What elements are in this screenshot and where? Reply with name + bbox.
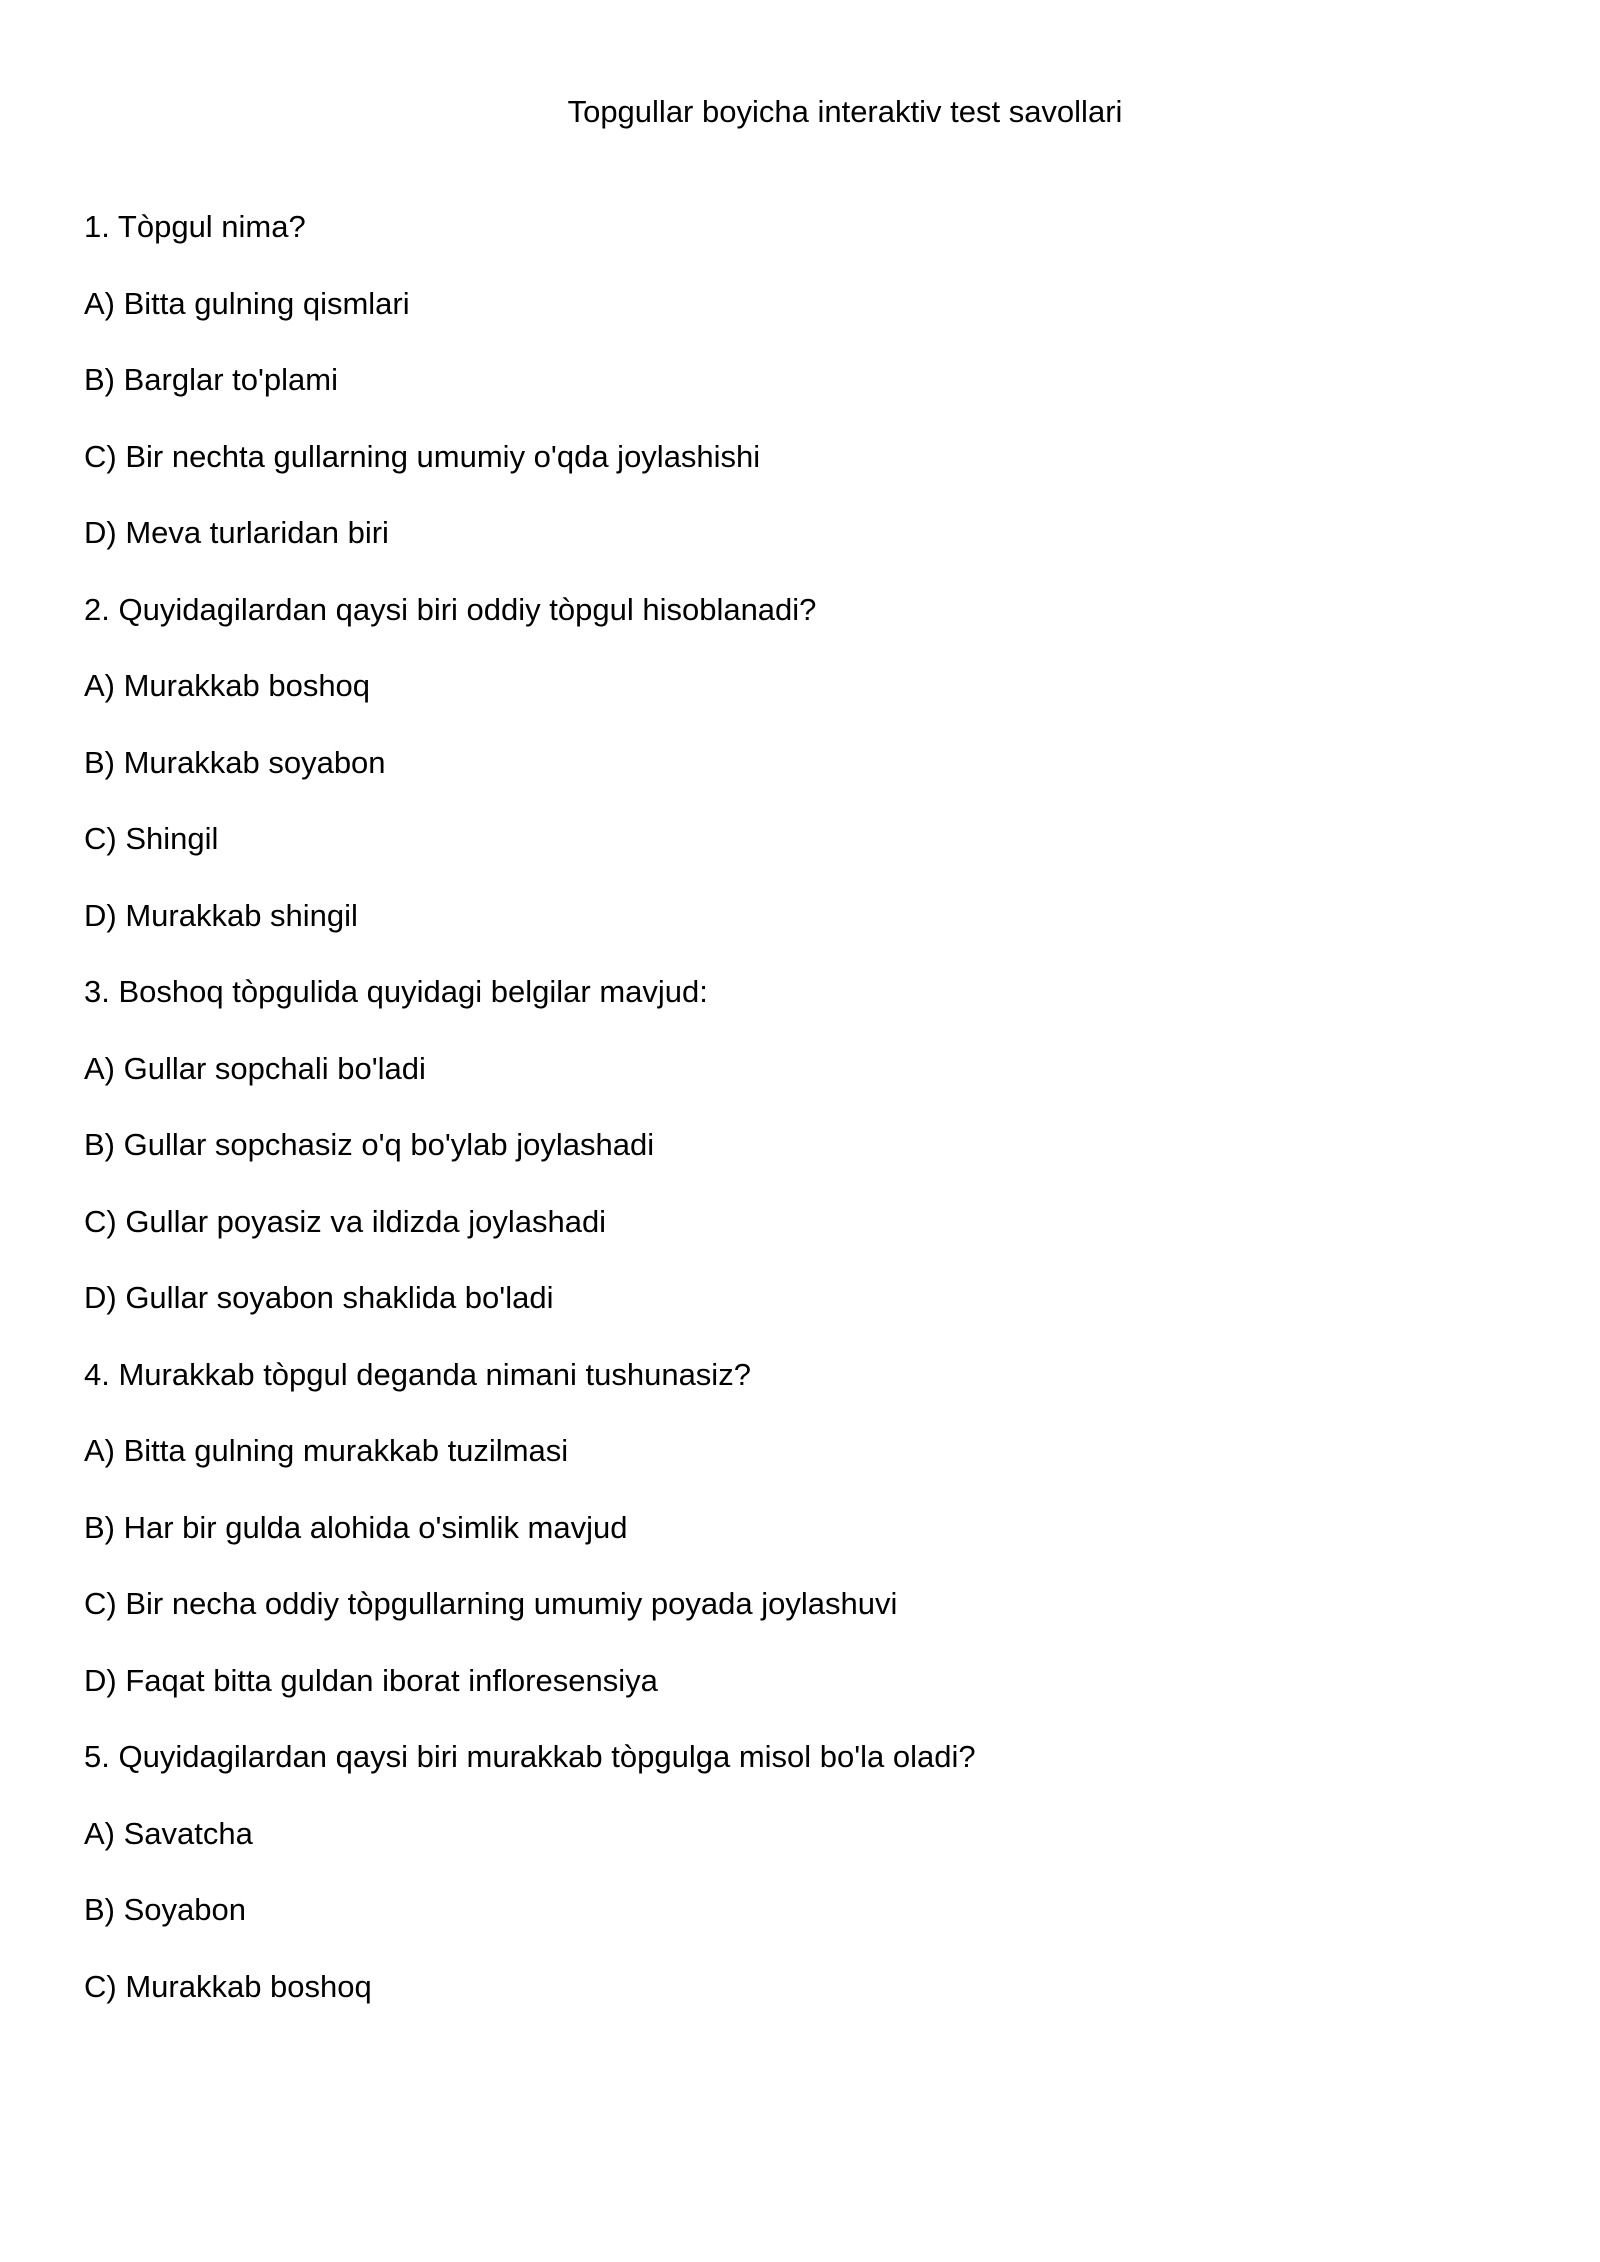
answer-option-c: C) Bir necha oddiy tòpgullarning umumiy poyada joylashuvi — [84, 1586, 898, 1621]
question-text: 2. Quyidagilardan qaysi biri oddiy tòpgul hisoblanadi? — [84, 591, 817, 627]
answer-option-c: C) Murakkab boshoq — [84, 1968, 372, 2004]
answer-option-a: A) Bitta gulning murakkab tuzilmasi — [84, 1433, 569, 1468]
question-text: 5. Quyidagilardan qaysi biri murakkab tòpgulga misol bo'la oladi? — [84, 1739, 976, 1774]
question-4 — [84, 1357, 1564, 1699]
question-2 — [84, 592, 1564, 934]
question-text: 3. Boshoq tòpgulida quyidagi belgilar mavjud: — [84, 974, 708, 1009]
answer-option-c: C) Bir nechta gullarning umumiy o'qda joylashishi — [84, 438, 761, 474]
answer-option-a: A) Murakkab boshoq — [84, 668, 371, 703]
question-1 — [84, 209, 1564, 551]
question-5 — [84, 1739, 1564, 2005]
answer-option-b: B) Har bir gulda alohida o'simlik mavjud — [84, 1509, 628, 1545]
question-3 — [84, 974, 1564, 1316]
answer-option-a: A) Gullar sopchali bo'ladi — [84, 1050, 426, 1086]
document-title: Topgullar boyicha interaktiv test savollari — [567, 94, 1123, 129]
question-text: 4. Murakkab tòpgul deganda nimani tushunasiz? — [84, 1356, 751, 1392]
answer-option-c: C) Gullar poyasiz va ildizda joylashadi — [84, 1203, 607, 1239]
answer-option-b: B) Barglar to'plami — [84, 362, 339, 397]
answer-option-b: B) Murakkab soyabon — [84, 744, 386, 780]
answer-option-d: D) Meva turlaridan biri — [84, 515, 389, 550]
answer-option-d: D) Murakkab shingil — [84, 897, 358, 933]
answer-option-d: D) Gullar soyabon shaklida bo'ladi — [84, 1280, 554, 1315]
answer-option-c: C) Shingil — [84, 821, 219, 856]
answer-option-d: D) Faqat bitta guldan iborat infloresensiya — [84, 1662, 658, 1698]
answer-option-b: B) Soyabon — [84, 1892, 246, 1927]
question-text: 1. Tòpgul nima? — [84, 209, 306, 244]
answer-option-a: A) Bitta gulning qismlari — [84, 285, 410, 321]
answer-option-b: B) Gullar sopchasiz o'q bo'ylab joylashadi — [84, 1127, 655, 1162]
answer-option-a: A) Savatcha — [84, 1815, 253, 1851]
question-list — [84, 209, 1564, 2045]
